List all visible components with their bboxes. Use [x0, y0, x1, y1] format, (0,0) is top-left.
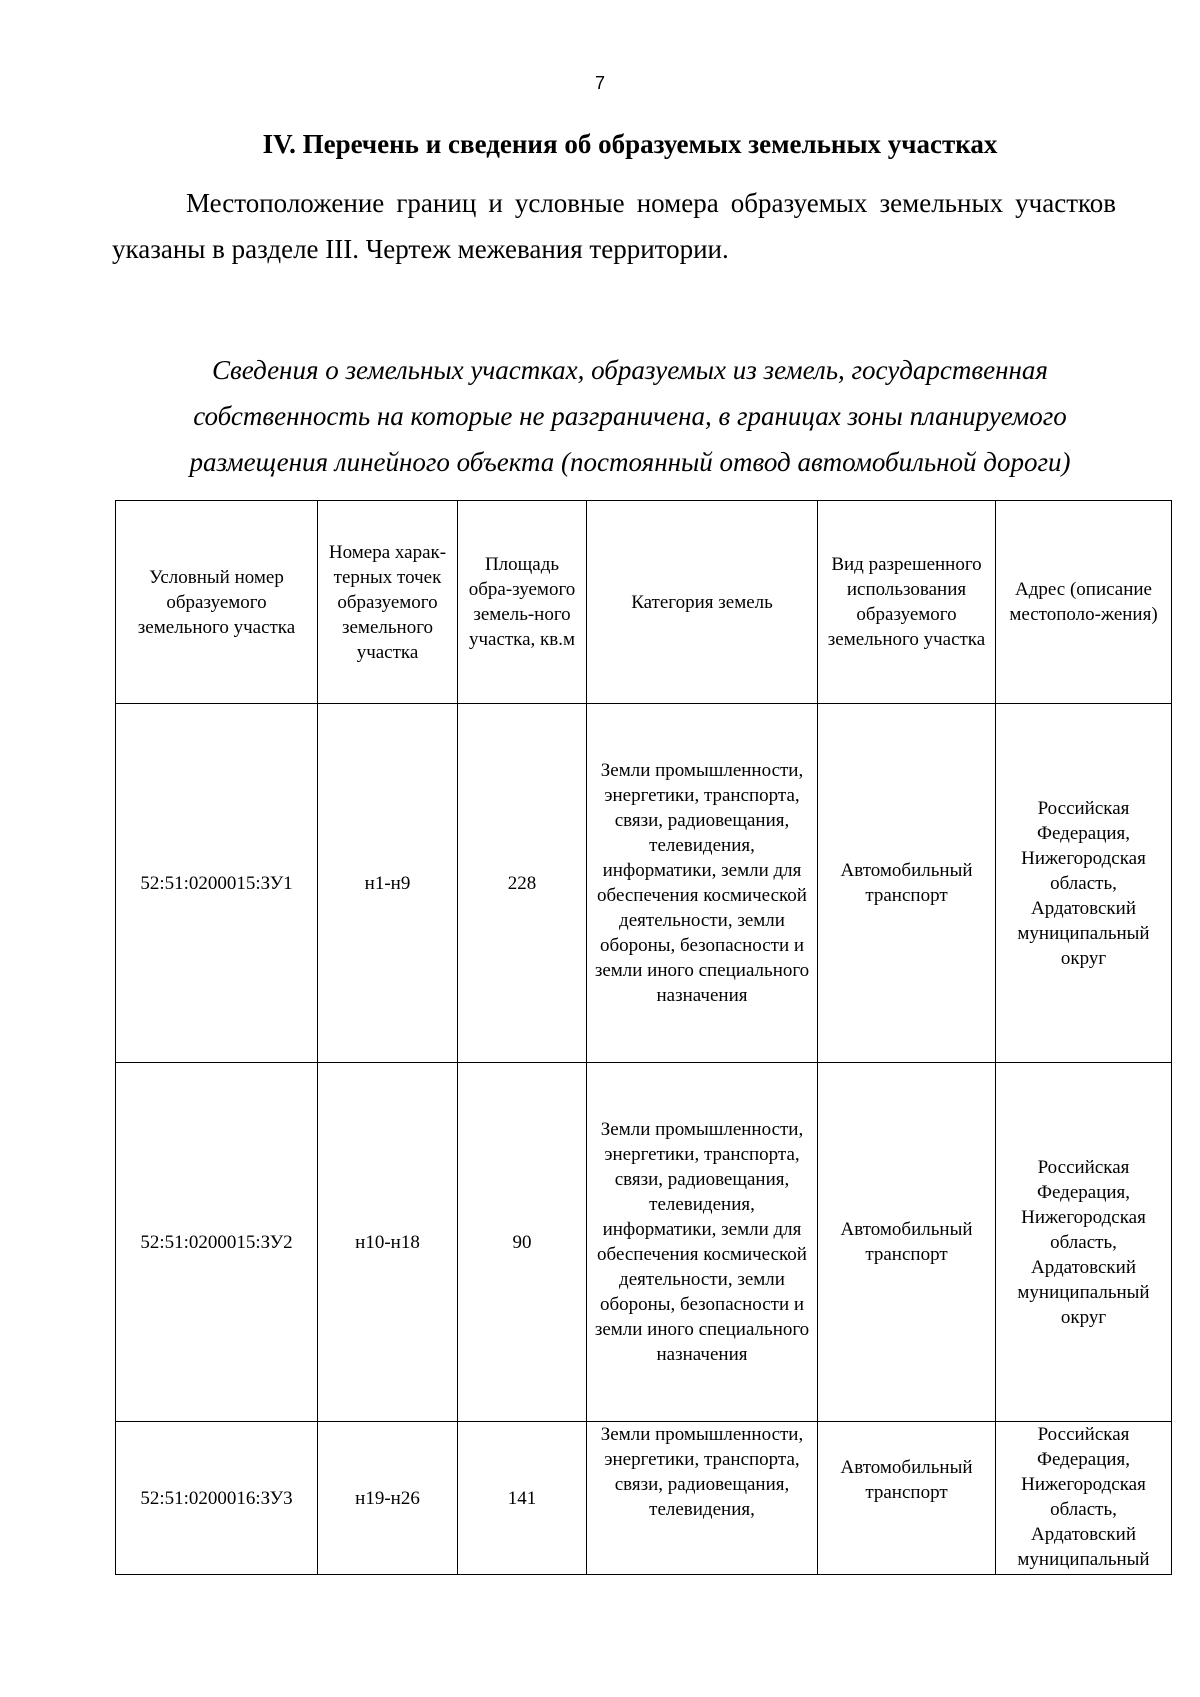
page-number: 7 — [594, 73, 605, 93]
cell-area: 228 — [458, 704, 587, 1063]
parcels-table — [115, 500, 1172, 1575]
cell-number: 52:51:0200015:ЗУ1 — [116, 704, 318, 1063]
header-area: Площадь обра-зуемого земель-ного участка, кв.м — [458, 501, 587, 704]
table-row — [116, 704, 1172, 1063]
cell-address: Российская Федерация, Нижегородская область, Ардатовский муниципальный округ — [996, 1063, 1172, 1422]
cell-points: н1-н9 — [318, 704, 458, 1063]
cell-points: н10-н18 — [318, 1063, 458, 1422]
cell-number: 52:51:0200016:ЗУ3 — [116, 1422, 318, 1575]
cell-address — [996, 1422, 1172, 1575]
cell-category: Земли промышленности, энергетики, транспорта, связи, радиовещания, телевидения, информатики, земли для обеспечения космической деятельности, земли обороны, безопасности и земли иного специального назначения — [587, 704, 818, 1063]
header-use: Вид разрешенного использования образуемого земельного участка — [818, 501, 996, 704]
header-number: Условный номер образуемого земельного участка — [116, 501, 318, 704]
cell-address-text: Российская Федерация, Нижегородская область, Ардатовский муниципальный — [1017, 1424, 1150, 1570]
cell-use: Автомобильный транспорт — [818, 1063, 996, 1422]
section-title: IV. Перечень и сведения об образуемых земельных участках — [262, 129, 998, 159]
cell-use — [818, 1422, 996, 1575]
table-caption: Сведения о земельных участках, образуемых из земель, государственная собственность на которые не разграничена, в границах зоны планируемого размещения линейного объекта (постоянный отвод автомобильной дороги) — [189, 355, 1071, 477]
cell-use-text: Автомобильный транспорт — [840, 1457, 973, 1503]
table-row — [116, 1063, 1172, 1422]
table-header-row — [116, 501, 1172, 704]
cell-category-text: Земли промышленности, энергетики, транспорта, связи, радиовещания, телевидения, — [600, 1424, 804, 1520]
cell-use: Автомобильный транспорт — [818, 704, 996, 1063]
table-row — [116, 1422, 1172, 1575]
cell-category — [587, 1422, 818, 1575]
cell-number: 52:51:0200015:ЗУ2 — [116, 1063, 318, 1422]
header-address: Адрес (описание местополо-жения) — [996, 501, 1172, 704]
header-points: Номера харак-терных точек образуемого земельного участка — [318, 501, 458, 704]
cell-category: Земли промышленности, энергетики, транспорта, связи, радиовещания, телевидения, информатики, земли для обеспечения космической деятельности, земли обороны, безопасности и земли иного специального назначения — [587, 1063, 818, 1422]
intro-paragraph: Местоположение границ и условные номера образуемых земельных участков указаны в разделе III. Чертеж межевания территории. — [112, 188, 1116, 264]
cell-address: Российская Федерация, Нижегородская область, Ардатовский муниципальный округ — [996, 704, 1172, 1063]
cell-area: 141 — [458, 1422, 587, 1575]
cell-points: н19-н26 — [318, 1422, 458, 1575]
cell-area: 90 — [458, 1063, 587, 1422]
header-category: Категория земель — [587, 501, 818, 704]
